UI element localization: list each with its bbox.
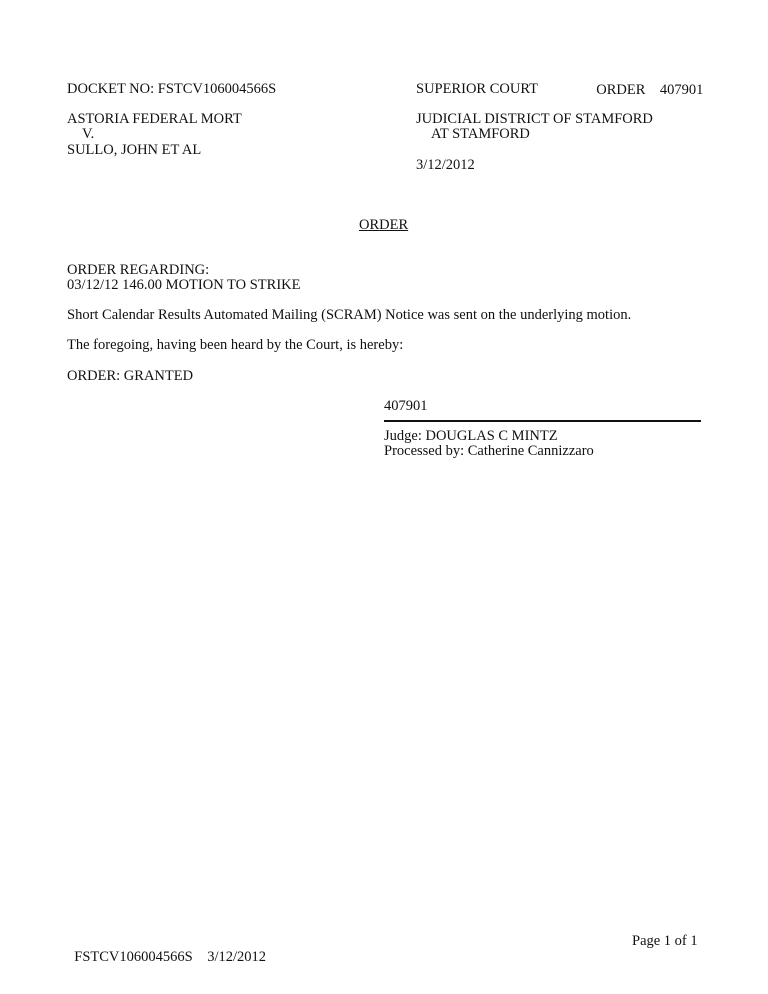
signature-line xyxy=(384,420,701,422)
order-header xyxy=(589,66,703,98)
signature-number: 407901 xyxy=(384,398,428,414)
docket-number: DOCKET NO: FSTCV106004566S xyxy=(67,81,277,97)
district-line-1: JUDICIAL DISTRICT OF STAMFORD xyxy=(416,111,653,127)
footer-date: 3/12/2012 xyxy=(207,949,267,965)
regarding-label: ORDER REGARDING: xyxy=(67,262,210,278)
judge-name: Judge: DOUGLAS C MINTZ xyxy=(384,428,558,444)
ruling-text: ORDER: GRANTED xyxy=(67,368,194,384)
plaintiff-name: ASTORIA FEDERAL MORT xyxy=(67,111,242,127)
order-label: ORDER xyxy=(596,82,646,98)
order-number: 407901 xyxy=(659,82,704,98)
document-title: ORDER xyxy=(359,217,409,233)
processed-by: Processed by: Catherine Cannizzaro xyxy=(384,443,594,459)
order-date: 3/12/2012 xyxy=(416,157,475,173)
court-name: SUPERIOR COURT xyxy=(416,81,538,97)
defendant-name: SULLO, JOHN ET AL xyxy=(67,142,202,158)
district-line-2: AT STAMFORD xyxy=(431,126,530,142)
regarding-motion: 03/12/12 146.00 MOTION TO STRIKE xyxy=(67,277,301,293)
foregoing-text: The foregoing, having been heard by the Court, is hereby: xyxy=(67,337,404,353)
page-number: Page 1 of 1 xyxy=(632,933,698,949)
versus-label: V. xyxy=(82,126,95,142)
scram-notice: Short Calendar Results Automated Mailing (SCRAM) Notice was sent on the underlying motion. xyxy=(67,307,632,323)
footer-docket: FSTCV106004566S xyxy=(74,949,193,965)
footer-left xyxy=(67,933,266,965)
